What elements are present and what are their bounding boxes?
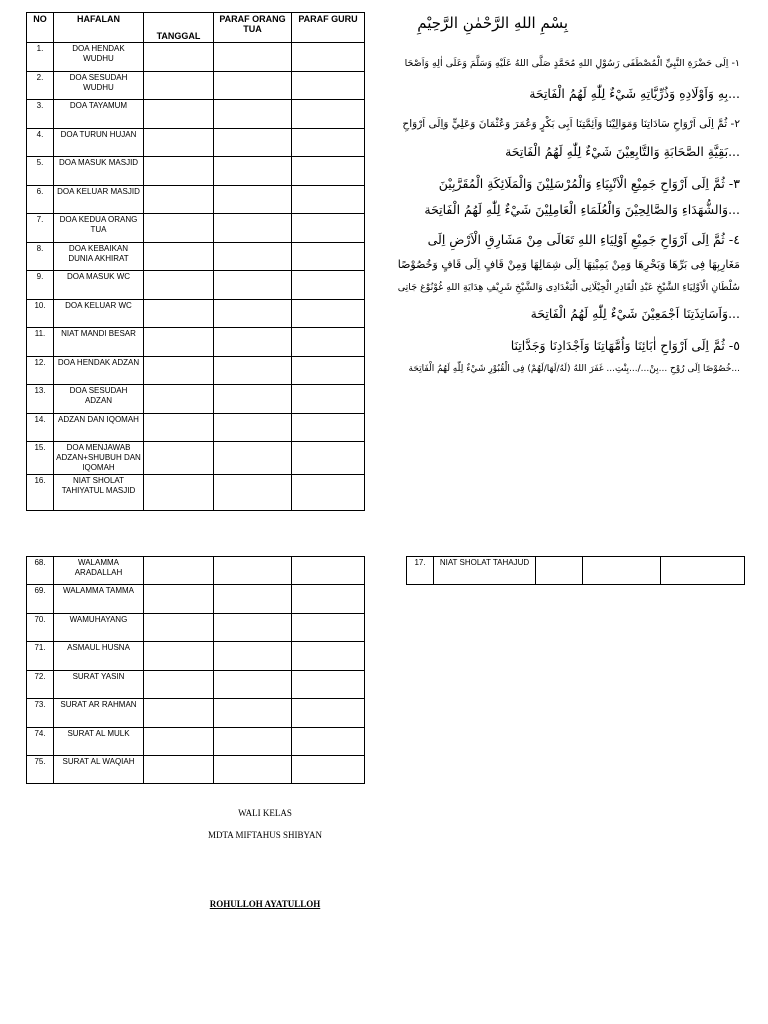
row-paraf-guru-cell xyxy=(292,728,365,756)
row-paraf-orang-tua-cell xyxy=(214,557,292,585)
row-number: 4. xyxy=(27,129,54,157)
row-tanggal-cell xyxy=(144,43,214,72)
row-paraf-guru-cell xyxy=(292,157,365,186)
arabic-line: ٥- ثُمَّ اِلَى اَرْوَاحِ اٰبَائِنَا وَاُمَّهَاتِنَا وَاَجْدَادِنَا وَجَدَّاتِنَا xyxy=(510,338,740,353)
row-paraf-orang-tua-cell xyxy=(214,129,292,157)
table-row xyxy=(27,72,365,100)
row-paraf-guru-cell xyxy=(292,328,365,357)
row-paraf-guru-cell xyxy=(292,642,365,671)
row-number: 3. xyxy=(27,100,54,129)
row-paraf-orang-tua-cell xyxy=(583,557,661,585)
row-tanggal-cell xyxy=(144,271,214,300)
row-paraf-orang-tua-cell xyxy=(214,300,292,328)
header-paraf-orang-tua: PARAF ORANG TUA xyxy=(214,13,292,43)
row-tanggal-cell xyxy=(144,642,214,671)
row-tanggal-cell xyxy=(144,72,214,100)
row-paraf-orang-tua-cell xyxy=(214,385,292,414)
row-paraf-orang-tua-cell xyxy=(214,243,292,271)
row-number: 9. xyxy=(27,271,54,300)
row-number: 8. xyxy=(27,243,54,271)
arabic-line: ...وَاَسَاتِذَتِنَا اَجْمَعِيْنَ شَيْءٌ لِلّٰهِ لَهُمُ الْفَاتِحَة xyxy=(530,306,740,321)
row-paraf-orang-tua-cell xyxy=(214,614,292,642)
table-row xyxy=(27,475,365,511)
row-number: 11. xyxy=(27,328,54,357)
row-hafalan: ADZAN DAN IQOMAH xyxy=(54,414,144,442)
row-paraf-orang-tua-cell xyxy=(214,328,292,357)
header-hafalan: HAFALAN xyxy=(54,13,144,43)
row-number: 75. xyxy=(27,756,54,784)
row-paraf-guru-cell xyxy=(292,414,365,442)
row-number: 6. xyxy=(27,186,54,214)
row-hafalan: DOA TAYAMUM xyxy=(54,100,144,129)
table-row xyxy=(27,43,365,72)
row-paraf-guru-cell xyxy=(292,557,365,585)
row-paraf-guru-cell xyxy=(292,475,365,511)
table-row xyxy=(27,614,365,642)
row-number: 73. xyxy=(27,699,54,728)
row-paraf-guru-cell xyxy=(292,585,365,614)
row-hafalan: DOA KELUAR MASJID xyxy=(54,186,144,214)
row-paraf-guru-cell xyxy=(661,557,745,585)
row-paraf-guru-cell xyxy=(292,214,365,243)
row-number: 7. xyxy=(27,214,54,243)
row-paraf-guru-cell xyxy=(292,671,365,699)
row-paraf-orang-tua-cell xyxy=(214,671,292,699)
row-number: 10. xyxy=(27,300,54,328)
row-number: 74. xyxy=(27,728,54,756)
row-paraf-orang-tua-cell xyxy=(214,699,292,728)
row-paraf-orang-tua-cell xyxy=(214,475,292,511)
row-paraf-guru-cell xyxy=(292,271,365,300)
row-number: 70. xyxy=(27,614,54,642)
row-hafalan: DOA HENDAK ADZAN xyxy=(54,357,144,385)
header-no: NO xyxy=(27,13,54,43)
table-row xyxy=(27,271,365,300)
row-hafalan: ASMAUL HUSNA xyxy=(54,642,144,671)
row-paraf-orang-tua-cell xyxy=(214,728,292,756)
row-hafalan: SURAT AL WAQIAH xyxy=(54,756,144,784)
row-paraf-orang-tua-cell xyxy=(214,72,292,100)
row-hafalan: SURAT AL MULK xyxy=(54,728,144,756)
signature-name: ROHULLOH AYATULLOH xyxy=(209,899,321,909)
table-row xyxy=(27,328,365,357)
table-row xyxy=(27,214,365,243)
arabic-line: ...وَالشُّهَدَاءِ وَالصَّالِحِيْنَ وَالْعُلَمَاءِ الْعَامِلِيْنَ شَيْءٌ لِلّٰهِ لَهُمُ الْفَاتِحَة xyxy=(424,202,740,217)
row-paraf-guru-cell xyxy=(292,129,365,157)
row-tanggal-cell xyxy=(144,157,214,186)
row-number: 13. xyxy=(27,385,54,414)
row-hafalan: DOA KEBAIKAN DUNIA AKHIRAT xyxy=(54,243,144,271)
row-number: 68. xyxy=(27,557,54,585)
row-paraf-guru-cell xyxy=(292,614,365,642)
table-row xyxy=(27,357,365,385)
row-tanggal-cell xyxy=(144,186,214,214)
row-tanggal-cell xyxy=(536,557,583,585)
row-tanggal-cell xyxy=(144,328,214,357)
row-number: 14. xyxy=(27,414,54,442)
row-hafalan: DOA SESUDAH ADZAN xyxy=(54,385,144,414)
table-row xyxy=(27,756,365,784)
arabic-line: سُلْطَانِ الْاَوْلِيَاءِ الشَّيْخِ عَبْدِ الْقَادِرِ الْجِيْلَانِى الْبَغْدَادِى وَالشَّيْخِ شَرِيْفِ هِدَايَةِ اللهِ غُوْنُوْغ جَاتِى xyxy=(397,282,740,293)
row-paraf-orang-tua-cell xyxy=(214,756,292,784)
row-paraf-guru-cell xyxy=(292,72,365,100)
row-hafalan: SURAT AR RAHMAN xyxy=(54,699,144,728)
row-paraf-orang-tua-cell xyxy=(214,100,292,129)
table-row xyxy=(27,642,365,671)
table-row xyxy=(27,186,365,214)
row-hafalan: WALAMMA ARADALLAH xyxy=(54,557,144,585)
row-tanggal-cell xyxy=(144,557,214,585)
row-hafalan: DOA KEDUA ORANG TUA xyxy=(54,214,144,243)
row-paraf-guru-cell xyxy=(292,756,365,784)
row-paraf-guru-cell xyxy=(292,699,365,728)
row-tanggal-cell xyxy=(144,614,214,642)
row-number: 17. xyxy=(407,557,434,585)
table-row xyxy=(27,414,365,442)
arabic-line: ٣- ثُمَّ اِلَى اَرْوَاحِ جَمِيْعِ الْاَنْبِيَاءِ وَالْمُرْسَلِيْنَ وَالْمَلَائِكَةِ الْمُقَرَّبِيْنَ xyxy=(438,176,740,191)
hafalan-table-right xyxy=(406,556,745,585)
row-paraf-orang-tua-cell xyxy=(214,43,292,72)
row-paraf-orang-tua-cell xyxy=(214,214,292,243)
row-paraf-guru-cell xyxy=(292,100,365,129)
row-tanggal-cell xyxy=(144,243,214,271)
row-paraf-guru-cell xyxy=(292,300,365,328)
table-row xyxy=(407,557,745,585)
hafalan-table-main-body xyxy=(27,43,365,511)
row-hafalan: NIAT SHOLAT TAHAJUD xyxy=(434,557,536,585)
row-tanggal-cell xyxy=(144,699,214,728)
table-row xyxy=(27,442,365,475)
table-row xyxy=(27,728,365,756)
row-hafalan: DOA HENDAK WUDHU xyxy=(54,43,144,72)
table-row xyxy=(27,385,365,414)
arabic-line: ٤- ثُمَّ اِلَى اَرْوَاحِ جَمِيْعِ اَوْلِيَاءِ اللهِ تَعَالَى مِنْ مَشَارِقِ الْاَرْضِ اِلَى xyxy=(427,232,740,247)
table-row xyxy=(27,699,365,728)
row-tanggal-cell xyxy=(144,442,214,475)
row-tanggal-cell xyxy=(144,300,214,328)
row-number: 72. xyxy=(27,671,54,699)
row-tanggal-cell xyxy=(144,100,214,129)
hafalan-table-main xyxy=(26,12,365,511)
table-row xyxy=(27,300,365,328)
row-number: 2. xyxy=(27,72,54,100)
table-row xyxy=(27,243,365,271)
table-row xyxy=(27,129,365,157)
row-paraf-guru-cell xyxy=(292,385,365,414)
row-tanggal-cell xyxy=(144,475,214,511)
row-tanggal-cell xyxy=(144,671,214,699)
row-number: 69. xyxy=(27,585,54,614)
arabic-line: ٢- ثُمَّ اِلَى اَرْوَاحِ سَادَاتِنَا وَمَوَالِيْنَا وَاَئِمَّتِنَا اَبِى بَكْرٍ وَعُمَرَ وَعُثْمَانَ وَعَلِيٍّ وَاِلَى اَرْوَاحِ xyxy=(402,118,740,130)
row-hafalan: DOA MENJAWAB ADZAN+SHUBUH DAN IQOMAH xyxy=(54,442,144,475)
row-paraf-guru-cell xyxy=(292,442,365,475)
row-hafalan: WALAMMA TAMMA xyxy=(54,585,144,614)
signature-school: MDTA MIFTAHUS SHIBYAN xyxy=(207,830,323,840)
row-tanggal-cell xyxy=(144,585,214,614)
row-number: 71. xyxy=(27,642,54,671)
row-paraf-guru-cell xyxy=(292,357,365,385)
table-row xyxy=(27,557,365,585)
arabic-line: مَغَارِبِهَا فِى بَرِّهَا وَبَحْرِهَا وَمِنْ يَمِيْنِهَا اِلَى شِمَالِهَا وَمِنْ قَافٍ اِلَى قَافٍ وَخُصُوْصًا xyxy=(397,258,740,271)
table-row xyxy=(27,157,365,186)
row-tanggal-cell xyxy=(144,385,214,414)
row-paraf-orang-tua-cell xyxy=(214,442,292,475)
table-row xyxy=(27,671,365,699)
row-hafalan: DOA TURUN HUJAN xyxy=(54,129,144,157)
row-hafalan: DOA MASUK WC xyxy=(54,271,144,300)
arabic-line: ...بِهِ وَاَوْلَادِهِ وَذُرِّيَّاتِهِ شَيْءٌ لِلّٰهِ لَهُمُ الْفَاتِحَة xyxy=(529,86,740,101)
row-paraf-orang-tua-cell xyxy=(214,357,292,385)
row-paraf-guru-cell xyxy=(292,186,365,214)
table-row xyxy=(27,100,365,129)
row-tanggal-cell xyxy=(144,129,214,157)
row-paraf-orang-tua-cell xyxy=(214,186,292,214)
row-number: 5. xyxy=(27,157,54,186)
row-paraf-orang-tua-cell xyxy=(214,271,292,300)
row-hafalan: NIAT MANDI BESAR xyxy=(54,328,144,357)
row-paraf-guru-cell xyxy=(292,43,365,72)
signature-title: WALI KELAS xyxy=(238,808,292,818)
arabic-line: ...خُصُوْصًا اِلَى رُوْحِ ...بِنْ.../...بِنْتِ... غَفَرَ اللهُ (لَهُ/لَهَا/لَهُمْ) فِى الْقُبُوْرِ شَيْءٌ لِلّٰهِ لَهُمُ الْفَاتِحَة xyxy=(408,364,740,374)
row-paraf-orang-tua-cell xyxy=(214,414,292,442)
row-tanggal-cell xyxy=(144,214,214,243)
row-tanggal-cell xyxy=(144,414,214,442)
row-number: 15. xyxy=(27,442,54,475)
row-hafalan: SURAT YASIN xyxy=(54,671,144,699)
row-tanggal-cell xyxy=(144,728,214,756)
row-paraf-guru-cell xyxy=(292,243,365,271)
row-hafalan: WAMUHAYANG xyxy=(54,614,144,642)
row-paraf-orang-tua-cell xyxy=(214,157,292,186)
arabic-line: ١- اِلَى حَضْرَةِ النَّبِيِّ الْمُصْطَفَى رَسُوْلِ اللهِ مُحَمَّدٍ صَلَّى اللهُ عَلَيْهِ وَسَلَّمَ وَعَلَى اٰلِهِ وَاَصْحَا xyxy=(404,58,740,69)
row-number: 16. xyxy=(27,475,54,511)
row-tanggal-cell xyxy=(144,357,214,385)
row-hafalan: NIAT SHOLAT TAHIYATUL MASJID xyxy=(54,475,144,511)
row-paraf-orang-tua-cell xyxy=(214,585,292,614)
row-number: 12. xyxy=(27,357,54,385)
hafalan-table-lower xyxy=(26,556,365,784)
basmalah: بِسْمِ اللهِ الرَّحْمٰنِ الرَّحِيْمِ xyxy=(417,14,568,32)
row-hafalan: DOA SESUDAH WUDHU xyxy=(54,72,144,100)
hafalan-table-lower-body xyxy=(27,557,365,784)
row-hafalan: DOA KELUAR WC xyxy=(54,300,144,328)
row-hafalan: DOA MASUK MASJID xyxy=(54,157,144,186)
table-row xyxy=(27,585,365,614)
arabic-line: ...بَقِيَّةِ الصَّحَابَةِ وَالتَّابِعِيْنَ شَيْءٌ لِلّٰهِ لَهُمُ الْفَاتِحَة xyxy=(505,144,740,159)
row-number: 1. xyxy=(27,43,54,72)
header-paraf-guru: PARAF GURU xyxy=(292,13,365,43)
row-tanggal-cell xyxy=(144,756,214,784)
row-paraf-orang-tua-cell xyxy=(214,642,292,671)
header-tanggal: TANGGAL xyxy=(144,13,214,43)
